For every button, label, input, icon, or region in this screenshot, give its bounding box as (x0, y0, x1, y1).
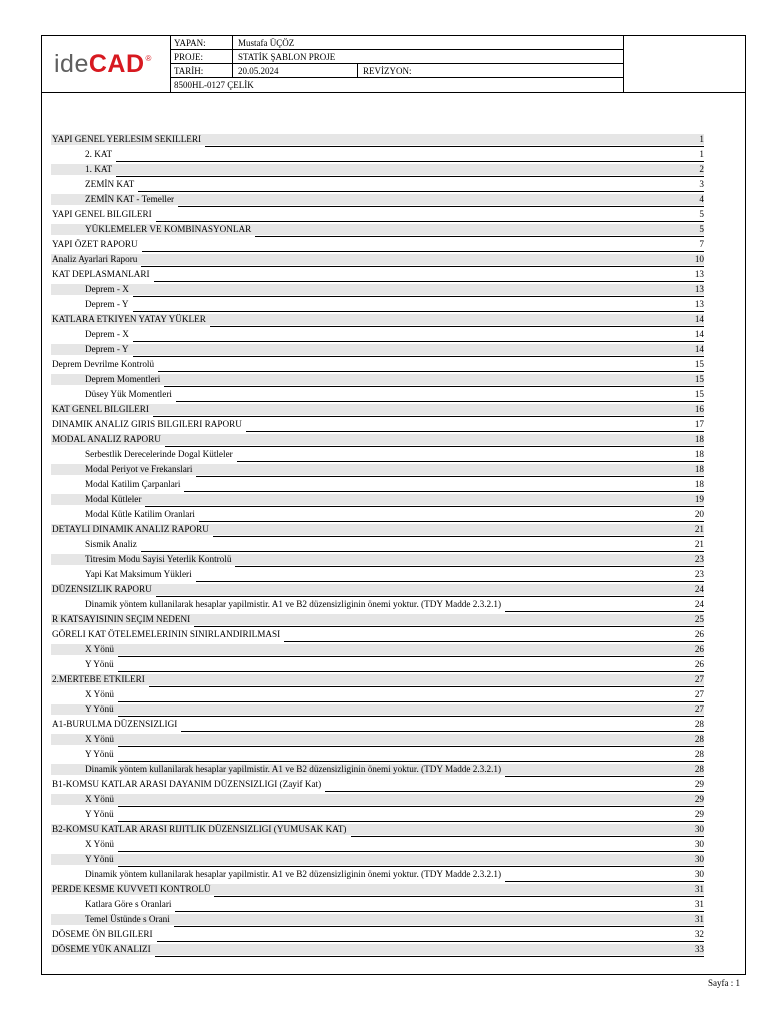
toc-entry-page: 13 (694, 299, 704, 309)
toc-entry-page: 14 (694, 344, 704, 354)
toc-entry-title: Katlara Göre s Oranlari (85, 899, 174, 910)
toc-entry[interactable] (51, 238, 704, 253)
toc-entry-page: 30 (694, 854, 704, 864)
leader-line (156, 596, 704, 597)
leader-line (149, 686, 704, 687)
leader-line (165, 446, 704, 447)
toc-entry[interactable] (51, 868, 704, 883)
toc-entry-title: Deprem - Y (85, 344, 132, 355)
toc-entry-title: 1. KAT (85, 164, 115, 175)
leader-line (176, 401, 704, 402)
toc-entry-page: 7 (699, 239, 704, 249)
toc-entry-title: DÖSEME YÜK ANALIZI (52, 944, 154, 955)
toc-entry-page: 26 (694, 629, 704, 639)
idecad-logo (54, 50, 152, 79)
leader-line (118, 761, 704, 762)
toc-entry-title: YAPI GENEL YERLESIM SEKILLERI (52, 134, 204, 145)
toc-entry-page: 25 (694, 614, 704, 624)
leader-line (178, 206, 704, 207)
column-divider (232, 64, 233, 77)
toc-entry[interactable] (51, 523, 704, 538)
toc-entry-title: X Yönü (85, 689, 117, 700)
toc-entry-title: DÖSEME ÖN BILGILERI (52, 929, 156, 940)
yapan-label: YAPAN: (174, 38, 206, 48)
toc-entry-page: 14 (694, 314, 704, 324)
toc-entry-page: 4 (699, 194, 704, 204)
info-row-tarih (170, 64, 623, 78)
toc-entry[interactable] (51, 778, 704, 793)
toc-entry[interactable] (51, 148, 704, 163)
toc-entry-page: 15 (694, 359, 704, 369)
leader-line (235, 566, 704, 567)
leader-line (118, 701, 704, 702)
toc-entry[interactable] (51, 883, 704, 898)
leader-line (246, 431, 704, 432)
toc-entry-title: Modal Kütleler (85, 494, 144, 505)
info-row-yapan (170, 36, 623, 50)
toc-entry-title: R KATSAYISININ SEÇIM NEDENI (52, 614, 193, 625)
toc-entry-page: 28 (694, 764, 704, 774)
toc-entry-title: Dinamik yöntem kullanilarak hesaplar yapilmistir. A1 ve B2 düzensizliginin önemi yoktur. (TDY Madde 2.3.2.1) (85, 869, 504, 880)
toc-entry-page: 21 (694, 524, 704, 534)
leader-line (157, 941, 704, 942)
toc-entry-page: 26 (694, 659, 704, 669)
leader-line (255, 236, 704, 237)
toc-entry-title: Sismik Analiz (85, 539, 140, 550)
row-shading (51, 704, 704, 715)
toc-entry-page: 1 (699, 149, 704, 159)
toc-entry-page: 31 (694, 884, 704, 894)
toc-entry[interactable] (51, 478, 704, 493)
toc-entry[interactable] (51, 733, 704, 748)
toc-entry[interactable] (51, 358, 704, 373)
row-shading (51, 284, 704, 295)
toc-entry[interactable] (51, 163, 704, 178)
toc-entry-title: Temel Üstünde s Orani (85, 914, 173, 925)
toc-entry-page: 2 (699, 164, 704, 174)
proje-label: PROJE: (174, 52, 204, 62)
toc-entry-title: YAPI ÖZET RAPORU (52, 239, 141, 250)
toc-entry-title: MODAL ANALIZ RAPORU (52, 434, 164, 445)
proje-value: STATİK ŞABLON PROJE (238, 52, 336, 62)
leader-line (214, 896, 704, 897)
toc-entry-page: 14 (694, 329, 704, 339)
leader-line (351, 836, 704, 837)
toc-entry-title: DETAYLI DINAMIK ANALIZ RAPORU (52, 524, 212, 535)
toc-entry[interactable] (51, 853, 704, 868)
toc-entry-page: 18 (694, 434, 704, 444)
leader-line (237, 461, 704, 462)
toc-entry-title: 2. KAT (85, 149, 115, 160)
leader-line (325, 791, 704, 792)
toc-entry-page: 28 (694, 719, 704, 729)
row-shading (51, 854, 704, 865)
leader-line (118, 656, 704, 657)
toc-entry-page: 29 (694, 794, 704, 804)
toc-entry-title: YAPI GENEL BILGILERI (52, 209, 155, 220)
leader-line (116, 161, 704, 162)
toc-entry-title: B2-KOMSU KATLAR ARASI RIJITLIK DÜZENSIZLIGI (YUMUSAK KAT) (52, 824, 350, 835)
toc-entry[interactable] (51, 403, 704, 418)
toc-entry-page: 31 (694, 914, 704, 924)
toc-entry-title: Deprem - X (85, 329, 132, 340)
toc-entry-page: 15 (694, 389, 704, 399)
leader-line (213, 536, 704, 537)
leader-line (118, 671, 704, 672)
toc-entry-page: 17 (694, 419, 704, 429)
logo-registered-mark: ® (145, 54, 152, 63)
toc-entry-title: Analiz Ayarlari Raporu (52, 254, 140, 265)
toc-entry-page: 27 (694, 704, 704, 714)
info-table (170, 36, 623, 92)
toc-entry-page: 16 (694, 404, 704, 414)
toc-entry-page: 28 (694, 734, 704, 744)
revizyon-label: REVİZYON: (363, 66, 412, 76)
toc-entry[interactable] (51, 658, 704, 673)
toc-entry-title: Modal Kütle Katilim Oranlari (85, 509, 198, 520)
toc-entry[interactable] (51, 418, 704, 433)
leader-line (154, 281, 704, 282)
toc-entry-title: Dinamik yöntem kullanilarak hesaplar yapilmistir. A1 ve B2 düzensizliginin önemi yoktur. (TDY Madde 2.3.2.1) (85, 599, 504, 610)
toc-entry-page: 33 (694, 944, 704, 954)
toc-entry-title: ZEMİN KAT (85, 179, 137, 190)
leader-line (158, 371, 704, 372)
toc-entry-page: 5 (699, 224, 704, 234)
toc-entry[interactable] (51, 568, 704, 583)
toc-entry-page: 3 (699, 179, 704, 189)
toc-entry[interactable] (51, 463, 704, 478)
toc-entry-title: X Yönü (85, 794, 117, 805)
toc-entry[interactable] (51, 268, 704, 283)
project-code: 8500HL-0127 ÇELİK (174, 80, 254, 90)
toc-entry-title: A1-BURULMA DÜZENSIZLIGI (52, 719, 180, 730)
toc-entry-title: X Yönü (85, 644, 117, 655)
column-divider (232, 50, 233, 63)
logo-cell (42, 36, 171, 92)
toc-entry-title: DINAMIK ANALIZ GIRIS BILGILERI RAPORU (52, 419, 245, 430)
toc-entry-title: Serbestlik Derecelerinde Dogal Kütleler (85, 449, 236, 460)
row-shading (51, 254, 704, 265)
toc-entry-title: Deprem Momentleri (85, 374, 163, 385)
leader-line (181, 731, 704, 732)
page-frame (41, 35, 746, 975)
leader-line (142, 251, 704, 252)
toc-entry[interactable] (51, 628, 704, 643)
toc-entry-title: PERDE KESME KUVVETI KONTROLÜ (52, 884, 213, 895)
leader-line (194, 626, 704, 627)
toc-entry-page: 21 (694, 539, 704, 549)
leader-line (116, 176, 704, 177)
leader-line (133, 296, 704, 297)
leader-line (174, 926, 704, 927)
leader-line (118, 806, 704, 807)
column-divider (357, 64, 358, 77)
tarih-value: 20.05.2024 (238, 66, 279, 76)
toc-entry-title: X Yönü (85, 734, 117, 745)
toc-entry-title: YÜKLEMELER VE KOMBINASYONLAR (85, 224, 254, 235)
toc-entry[interactable] (51, 328, 704, 343)
leader-line (505, 881, 704, 882)
leader-line (505, 776, 704, 777)
toc-entry-page: 10 (694, 254, 704, 264)
leader-line (138, 191, 704, 192)
row-shading (51, 674, 704, 685)
leader-line (118, 821, 704, 822)
toc-entry[interactable] (51, 208, 704, 223)
toc-entry-page: 13 (694, 284, 704, 294)
toc-entry-title: DÜZENSIZLIK RAPORU (52, 584, 155, 595)
leader-line (118, 851, 704, 852)
toc-entry[interactable] (51, 193, 704, 208)
leader-line (145, 506, 704, 507)
toc-entry-page: 23 (694, 569, 704, 579)
table-of-contents (51, 133, 704, 958)
leader-line (118, 716, 704, 717)
info-row-proje (170, 50, 623, 64)
toc-entry[interactable] (51, 598, 704, 613)
toc-entry-page: 30 (694, 869, 704, 879)
toc-entry[interactable] (51, 133, 704, 148)
toc-entry[interactable] (51, 748, 704, 763)
toc-entry[interactable] (51, 793, 704, 808)
toc-entry-title: Y Yönü (85, 659, 117, 670)
leader-line (505, 611, 704, 612)
toc-entry-title: Y Yönü (85, 854, 117, 865)
leader-line (210, 326, 704, 327)
empty-right-cell (623, 36, 746, 92)
leader-line (118, 866, 704, 867)
toc-entry-page: 23 (694, 554, 704, 564)
toc-entry-page: 18 (694, 449, 704, 459)
toc-entry-page: 27 (694, 674, 704, 684)
toc-entry[interactable] (51, 493, 704, 508)
toc-entry-page: 18 (694, 464, 704, 474)
leader-line (284, 641, 704, 642)
toc-entry[interactable] (51, 838, 704, 853)
toc-entry[interactable] (51, 763, 704, 778)
toc-entry[interactable] (51, 343, 704, 358)
toc-entry[interactable] (51, 313, 704, 328)
tarih-label: TARİH: (174, 66, 204, 76)
leader-line (155, 956, 704, 957)
page-number: Sayfa : 1 (708, 978, 740, 988)
leader-line (141, 551, 704, 552)
toc-entry-page: 15 (694, 374, 704, 384)
toc-entry-page: 18 (694, 479, 704, 489)
toc-entry-page: 29 (694, 779, 704, 789)
toc-entry-page: 26 (694, 644, 704, 654)
leader-line (184, 491, 704, 492)
toc-entry-page: 19 (694, 494, 704, 504)
row-shading (51, 164, 704, 175)
toc-entry[interactable] (51, 583, 704, 598)
leader-line (196, 581, 704, 582)
toc-entry[interactable] (51, 943, 704, 958)
toc-entry[interactable] (51, 508, 704, 523)
leader-line (133, 311, 704, 312)
logo-part-ide: ide (54, 50, 89, 78)
toc-entry-title: Titresim Modu Sayisi Yeterlik Kontrolü (85, 554, 234, 565)
toc-entry[interactable] (51, 298, 704, 313)
toc-entry[interactable] (51, 448, 704, 463)
toc-entry-title: B1-KOMSU KATLAR ARASI DAYANIM DÜZENSIZLIGI (Zayif Kat) (52, 779, 324, 790)
toc-entry-page: 29 (694, 809, 704, 819)
toc-entry-title: Deprem - X (85, 284, 132, 295)
toc-entry-title: KATLARA ETKIYEN YATAY YÜKLER (52, 314, 209, 325)
toc-entry[interactable] (51, 703, 704, 718)
toc-entry[interactable] (51, 223, 704, 238)
leader-line (133, 341, 704, 342)
toc-entry-page: 24 (694, 599, 704, 609)
toc-entry[interactable] (51, 283, 704, 298)
leader-line (141, 266, 704, 267)
toc-entry[interactable] (51, 673, 704, 688)
toc-entry-title: GÖRELI KAT ÖTELEMELERININ SINIRLANDIRILMASI (52, 629, 283, 640)
row-shading (51, 494, 704, 505)
toc-entry[interactable] (51, 898, 704, 913)
toc-entry-page: 28 (694, 749, 704, 759)
toc-entry-title: 2.MERTEBE ETKILERI (52, 674, 148, 685)
toc-entry-title: Yapi Kat Maksimum Yükleri (85, 569, 195, 580)
logo-part-cad: CAD (88, 50, 145, 78)
leader-line (133, 356, 704, 357)
toc-entry[interactable] (51, 433, 704, 448)
toc-entry[interactable] (51, 913, 704, 928)
toc-entry[interactable] (51, 613, 704, 628)
column-divider (232, 36, 233, 49)
toc-entry-page: 30 (694, 839, 704, 849)
toc-entry[interactable] (51, 178, 704, 193)
leader-line (175, 911, 704, 912)
toc-entry[interactable] (51, 253, 704, 268)
leader-line (164, 386, 704, 387)
toc-entry[interactable] (51, 538, 704, 553)
row-shading (51, 794, 704, 805)
toc-entry-title: Dinamik yöntem kullanilarak hesaplar yapilmistir. A1 ve B2 düzensizliginin önemi yoktur. (TDY Madde 2.3.2.1) (85, 764, 504, 775)
title-block (42, 36, 745, 93)
toc-entry[interactable] (51, 823, 704, 838)
toc-entry[interactable] (51, 808, 704, 823)
toc-entry-page: 5 (699, 209, 704, 219)
toc-entry[interactable] (51, 388, 704, 403)
leader-line (199, 521, 704, 522)
toc-entry[interactable] (51, 373, 704, 388)
toc-entry-title: Düsey Yük Momentleri (85, 389, 175, 400)
toc-entry-title: Y Yönü (85, 704, 117, 715)
leader-line (118, 746, 704, 747)
toc-entry-title: Deprem Devrilme Kontrolü (52, 359, 157, 370)
leader-line (196, 476, 704, 477)
toc-entry-title: Y Yönü (85, 809, 117, 820)
toc-entry-title: Modal Katilim Çarpanlari (85, 479, 183, 490)
toc-entry[interactable] (51, 553, 704, 568)
toc-entry-title: ZEMİN KAT - Temeller (85, 194, 177, 205)
toc-entry-title: Deprem - Y (85, 299, 132, 310)
row-shading (51, 344, 704, 355)
toc-entry-title: Modal Periyot ve Frekanslari (85, 464, 195, 475)
row-shading (51, 734, 704, 745)
leader-line (153, 416, 704, 417)
toc-entry-page: 24 (694, 584, 704, 594)
toc-entry-page: 13 (694, 269, 704, 279)
toc-entry-page: 30 (694, 824, 704, 834)
toc-entry[interactable] (51, 718, 704, 733)
toc-entry-page: 27 (694, 689, 704, 699)
toc-entry-page: 20 (694, 509, 704, 519)
toc-entry[interactable] (51, 643, 704, 658)
toc-entry-title: KAT DEPLASMANLARI (52, 269, 153, 280)
toc-entry-page: 31 (694, 899, 704, 909)
leader-line (156, 221, 704, 222)
leader-line (205, 146, 704, 147)
toc-entry-title: KAT GENEL BILGILERI (52, 404, 152, 415)
toc-entry[interactable] (51, 928, 704, 943)
row-shading (51, 644, 704, 655)
toc-entry-title: X Yönü (85, 839, 117, 850)
toc-entry-page: 1 (699, 134, 704, 144)
toc-entry-title: Y Yönü (85, 749, 117, 760)
toc-entry-page: 32 (694, 929, 704, 939)
info-row-code (170, 78, 623, 92)
yapan-value: Mustafa ÜÇÖZ (238, 38, 295, 48)
toc-entry[interactable] (51, 688, 704, 703)
